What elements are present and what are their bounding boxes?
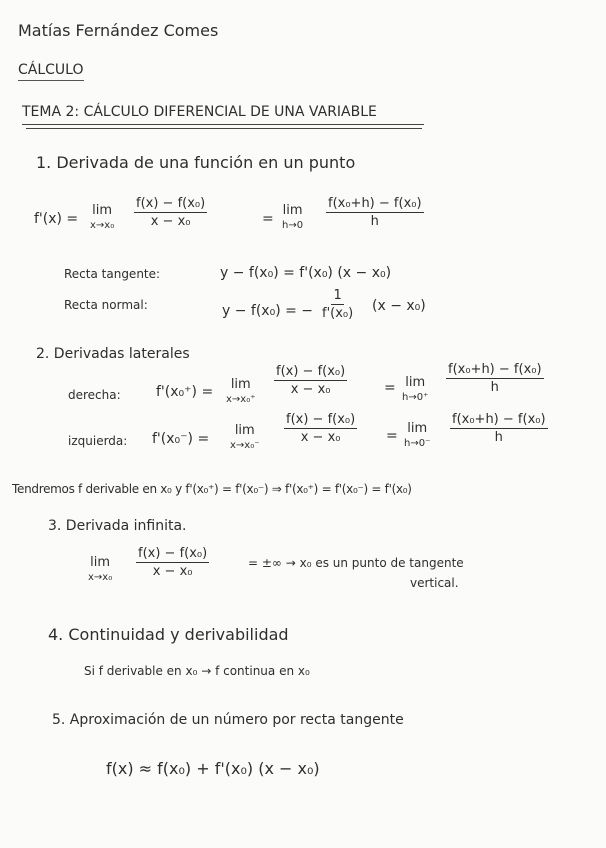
- lateral-derivatives-conclusion: Tendremos f derivable en x₀ y f'(x₀⁺) = f'(x₀⁻) ⇒ f'(x₀⁺) = f'(x₀⁻) = f'(x₀): [12, 482, 412, 496]
- left-difference-quotient: $\frac{\text{f(x) − f(x₀)}}{\text{x − x₀}}$: [286, 412, 356, 445]
- left-limit-x: lim x→x₀⁻: [230, 423, 260, 451]
- section-2-heading: 2. Derivadas laterales: [36, 346, 190, 362]
- continuity-statement: Si f derivable en x₀ → f continua en x₀: [84, 664, 310, 678]
- left-difference-quotient-h: $\frac{\text{f(x₀+h) − f(x₀)}}{h}$: [452, 412, 546, 445]
- difference-quotient-h: $\frac{\text{f(x₀+h) − f(x₀)}}{h}$: [328, 196, 422, 229]
- right-limit-x: lim x→x₀⁺: [226, 377, 256, 405]
- normal-line-rhs: (x − x₀): [372, 298, 426, 314]
- tangent-line-label: Recta tangente:: [64, 267, 161, 281]
- section-3-heading: 3. Derivada infinita.: [48, 518, 187, 534]
- difference-quotient: $\frac{\text{f(x) − f(x₀)}}{\text{x − x₀}}$: [136, 196, 206, 229]
- right-equals-sign: =: [384, 380, 396, 396]
- section-4-heading: 4. Continuidad y derivabilidad: [48, 625, 289, 644]
- tangent-line-equation: y − f(x₀) = f'(x₀) (x − x₀): [220, 265, 392, 281]
- author-name: Matías Fernández Comes: [18, 21, 219, 40]
- right-limit-h: lim h→0⁺: [402, 375, 429, 403]
- topic-title: TEMA 2: CÁLCULO DIFERENCIAL DE UNA VARIABLE: [22, 104, 377, 120]
- right-difference-quotient: $\frac{\text{f(x) − f(x₀)}}{\text{x − x₀}}$: [276, 364, 346, 397]
- left-equals-sign: =: [386, 428, 398, 444]
- normal-line-lhs: y − f(x₀) = −: [222, 303, 314, 319]
- tangent-approximation-formula: f(x) ≈ f(x₀) + f'(x₀) (x − x₀): [106, 759, 320, 778]
- vertical-tangent-result: = ±∞ → x₀ es un punto de tangente: [248, 556, 464, 570]
- right-derivative-label: derecha:: [68, 388, 121, 402]
- section-5-heading: 5. Aproximación de un número por recta tangente: [52, 712, 404, 728]
- infinite-limit: lim x→x₀: [88, 555, 113, 583]
- left-derivative-lhs: f'(x₀⁻) =: [152, 431, 210, 447]
- section-1-heading: 1. Derivada de una función en un punto: [36, 153, 356, 172]
- left-limit-h: lim h→0⁻: [404, 421, 431, 449]
- limit-x: lim x→x₀: [90, 203, 115, 231]
- topic-underline: [22, 124, 424, 125]
- vertical-tangent-result-2: vertical.: [410, 576, 459, 590]
- infinite-difference-quotient: $\frac{\text{f(x) − f(x₀)}}{\text{x − x₀}}$: [138, 546, 208, 579]
- equals-sign: =: [262, 211, 274, 227]
- left-derivative-label: izquierda:: [68, 434, 128, 448]
- right-difference-quotient-h: $\frac{\text{f(x₀+h) − f(x₀)}}{h}$: [448, 362, 542, 395]
- topic-underline-2: [26, 128, 422, 129]
- derivative-lhs: f'(x) =: [34, 211, 79, 227]
- subject-title: CÁLCULO: [18, 62, 84, 81]
- normal-slope-fraction: $\frac{1}{\text{f'(x₀)}}$: [322, 288, 354, 321]
- limit-h: lim h→0: [282, 203, 304, 231]
- right-derivative-lhs: f'(x₀⁺) =: [156, 384, 214, 400]
- normal-line-label: Recta normal:: [64, 298, 148, 312]
